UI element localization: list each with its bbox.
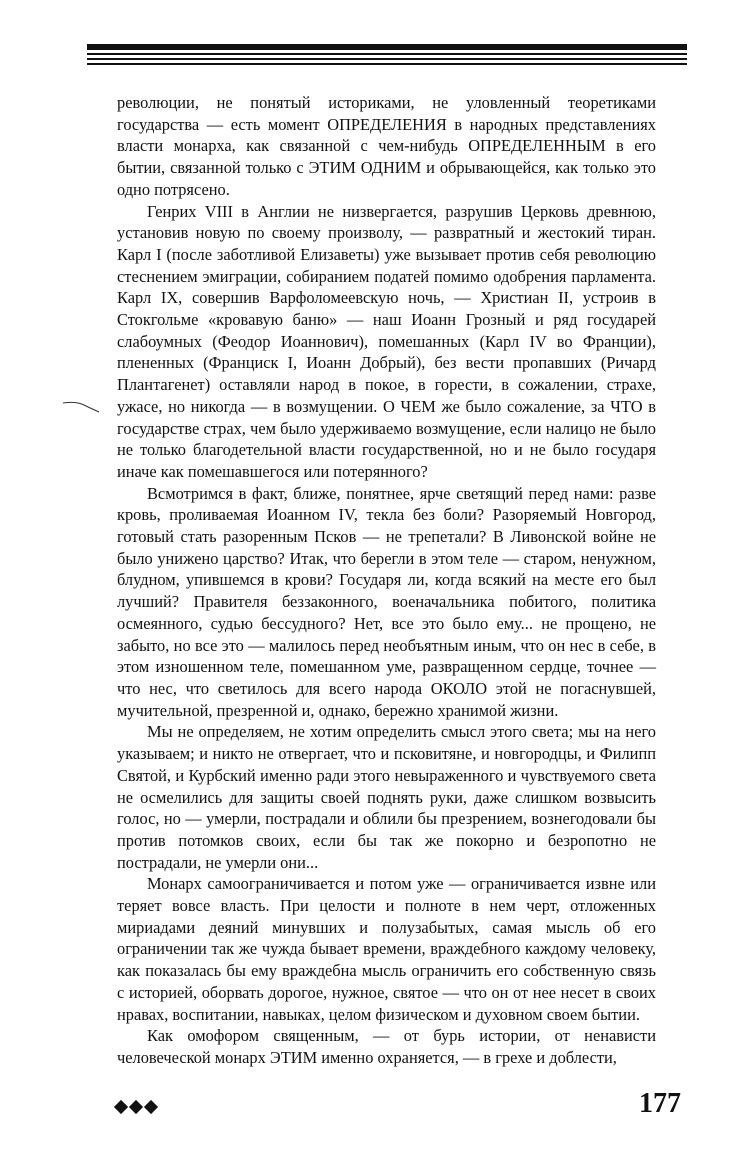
- diamond-icon: [129, 1100, 143, 1114]
- body-text: [117, 92, 656, 1069]
- paragraph: Всмотримся в факт, ближе, понятнее, ярче светящий перед нами: разве кровь, проливаемая Иоанном IV, текла без боли? Разоряемый Новгород, готовый стать разоренным Псков — не трепетали? В Ливонской войне не было унижено царство? Итак, что берегли в этом теле — старом, ненужном, блудном, упившемся в крови? Государя ли, когда всякий на месте его был лучший? Правителя беззаконного, военачальника побитого, политика осмеянного, судью бессудного? Нет, все это было ему... не прощено, не забыто, но все это — малилось перед необъятным иным, что он нес в себе, в этом изношенном теле, помешанном уме, развращенном сердце, точнее — что нес, что светилось для всего народа ОКОЛО этой не погаснувшей, мучительной, презренной и, однако, бережно хранимой жизни.: [117, 483, 656, 720]
- diamond-icon: [114, 1100, 128, 1114]
- header-rule-thin-line: [87, 58, 687, 60]
- three-diamonds-icon: [114, 1100, 158, 1114]
- page-number: 177: [639, 1088, 681, 1119]
- header-rule: [87, 44, 687, 68]
- header-rule-thick-line: [87, 44, 687, 50]
- paragraph: Мы не определяем, не хотим определить смысл этого света; мы на него указываем; и никто не отвергает, что и псковитяне, и новгородцы, и Филипп Святой, и Курбский именно ради этого невыраженного и чувствуемого света не осмелились для защиты своей поднять руки, даже слишком возвысить голос, но — умерли, пострадали и облили бы презрением, вознегодовали бы против потомков своих, если бы так же покорно и безропотно не пострадали, не умерли они...: [117, 722, 656, 872]
- header-rule-thin-line: [87, 53, 687, 55]
- diamond-icon: [144, 1100, 158, 1114]
- paragraph: Монарх самоограничивается и потом уже — ограничивается извне или теряет вовсе власть. При целости и полноте в нем черт, отложенных мириадами деяний минувших и полузабытых, самая мысль об его ограничении так же чужда бывает времени, враждебного каждому человеку, как показалась бы ему враждебна мысль ограничить его собственную связь с историей, оборвать дорогое, нужное, святое — что он от нее несет в своих нравах, воспитании, навыках, целом физическом и духовном своем бытии.: [117, 874, 656, 1024]
- paragraph: Генрих VIII в Англии не низвергается, разрушив Церковь древнюю, установив новую по своему произволу, — развратный и жестокий тиран. Карл I (после заботливой Елизаветы) уже вызывает против себя революцию стеснением эмиграции, собиранием податей помимо одобрения парламента. Карл IX, совершив Варфоломеевскую ночь, — Христиан II, устроив в Стокгольме «кровавую баню» — наш Иоанн Грозный и ряд государей слабоумных (Феодор Иоаннович), помешанных (Карл IV во Франции), плененных (Франциск I, Иоанн Добрый), без вести пропавших (Ричард Плантагенет) оставляли народ в покое, в горести, в сожалении, страхе, ужасе, но никогда — в возмущении. О ЧЕМ же было сожаление, за ЧТО в государстве страх, чем было удерживаемо возмущение, если налицо не было не только благодетельной власти государственной, но и не было государя иначе как помешавшегося или потерянного?: [117, 201, 656, 481]
- paragraph: революции, не понятый историками, не уловленный теоретиками государства — есть момент ОПРЕДЕЛЕНИЯ в народных представлениях власти монарха, как связанной с чем-нибудь ОПРЕДЕЛЕННЫМ в его бытии, связанной только с ЭТИМ ОДНИМ и обрывающейся, как только это одно потрясено.: [117, 93, 656, 199]
- paragraph: Как омофором священным, — от бурь истории, от ненависти человеческой монарх ЭТИМ именно охраняется, — в грехе и доблести,: [117, 1026, 656, 1067]
- pencil-stroke-icon: [62, 400, 100, 414]
- header-rule-thin-line: [87, 63, 687, 65]
